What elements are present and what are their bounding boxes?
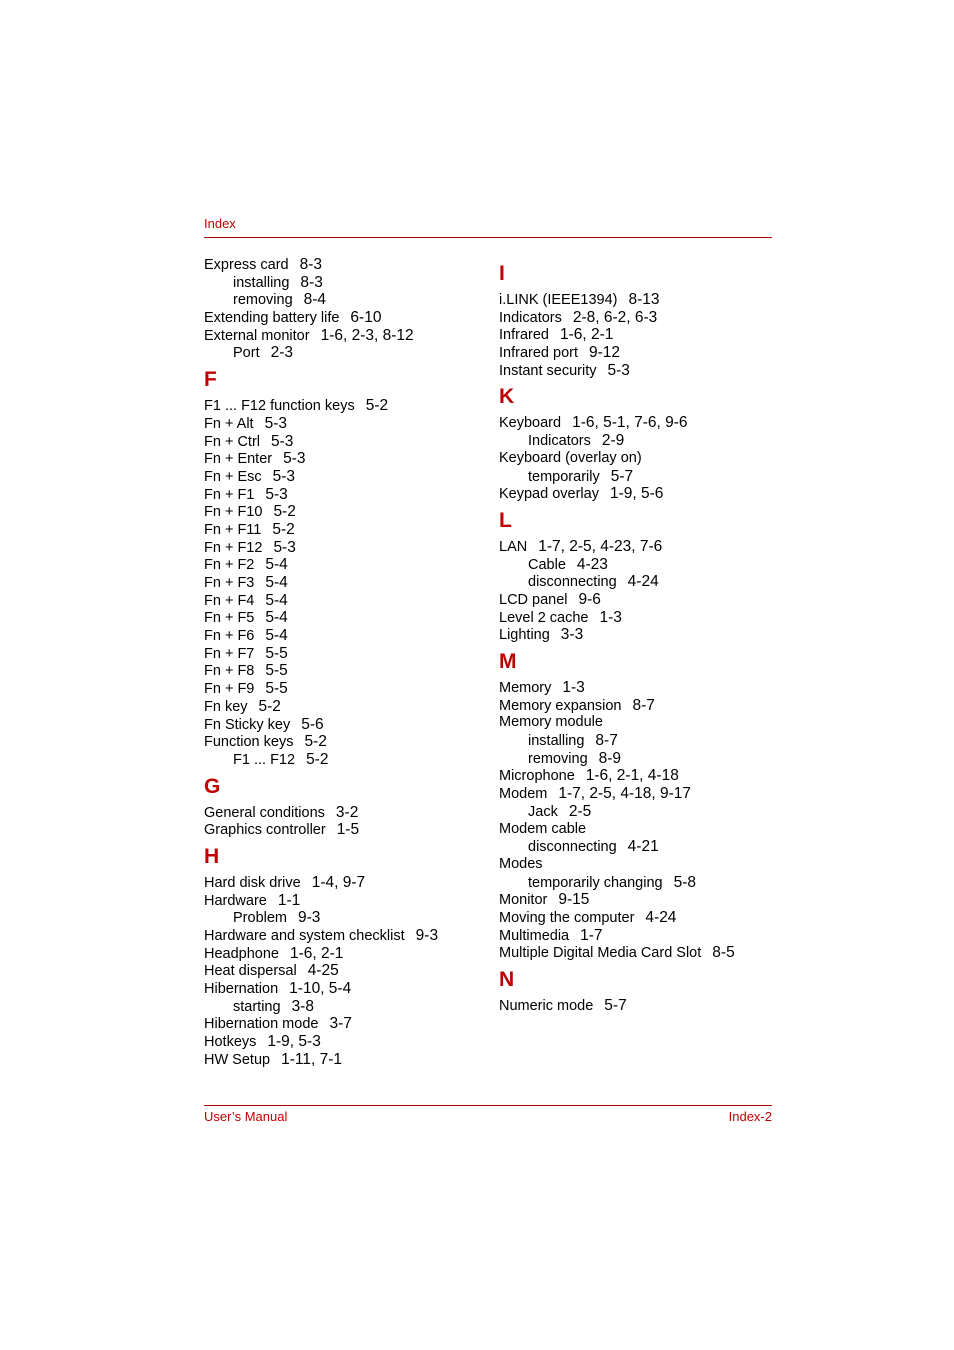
entry-label: F1 ... F12 function keys xyxy=(204,398,355,415)
entry-label: removing xyxy=(233,292,293,309)
entry-page-refs: 5-3 xyxy=(283,450,306,468)
section-letter: M xyxy=(499,650,517,673)
entry-page-refs: 1-6, 5-1, 7-6, 9-6 xyxy=(572,414,688,432)
index-entry xyxy=(204,486,484,504)
entry-page-refs: 8-7 xyxy=(595,732,618,750)
entry-page-refs: 5-6 xyxy=(301,715,324,733)
entry-page-refs: 8-9 xyxy=(598,749,622,767)
entry-label: Problem xyxy=(233,910,287,927)
entry-page-refs: 9-6 xyxy=(578,590,601,608)
entry-label: temporarily changing xyxy=(528,874,663,891)
index-entry xyxy=(499,450,772,468)
entry-page-refs: 1-3 xyxy=(599,608,622,626)
index-entry xyxy=(499,609,772,627)
entry-page-refs: 8-3 xyxy=(300,273,323,291)
index-subentry xyxy=(204,909,484,927)
entry-label: disconnecting xyxy=(528,839,617,856)
entry-page-refs: 5-3 xyxy=(271,432,294,450)
entry-page-refs: 1-7, 2-5, 4-18, 9-17 xyxy=(558,785,692,803)
entry-page-refs: 5-3 xyxy=(272,467,296,485)
index-entry xyxy=(204,945,484,963)
entry-page-refs: 5-4 xyxy=(265,591,288,609)
entry-label: Keyboard xyxy=(499,415,562,432)
entry-label: Numeric mode xyxy=(499,998,594,1014)
entry-label: Fn + F5 xyxy=(204,610,255,627)
index-subentry xyxy=(204,344,484,362)
index-entry xyxy=(499,485,772,503)
entry-label: Fn + F6 xyxy=(204,628,255,645)
entry-page-refs: 8-3 xyxy=(299,256,323,273)
entry-page-refs: 4-24 xyxy=(645,908,677,926)
index-entry xyxy=(204,716,484,734)
section-letter: I xyxy=(499,262,505,285)
entry-label: Fn key xyxy=(204,698,248,715)
index-entry xyxy=(499,362,772,380)
entry-label: Indicators xyxy=(499,309,562,326)
index-entry xyxy=(204,609,484,627)
entry-label: Keyboard (overlay on) xyxy=(499,449,642,466)
entry-label: Indicators xyxy=(528,433,591,450)
section-letter: L xyxy=(499,508,512,532)
entry-label: Hotkeys xyxy=(204,1034,257,1051)
entry-label: Express card xyxy=(204,257,289,273)
entry-page-refs: 5-2 xyxy=(272,520,295,538)
index-entry xyxy=(204,327,484,345)
index-entry xyxy=(204,980,484,998)
entry-page-refs: 2-3 xyxy=(270,344,293,362)
entry-label: Memory module xyxy=(499,714,603,731)
index-subentry xyxy=(204,751,484,769)
entry-page-refs: 5-2 xyxy=(258,697,281,715)
index-entry xyxy=(499,326,772,344)
entry-page-refs: 5-5 xyxy=(265,662,288,680)
entry-page-refs: 1-4, 9-7 xyxy=(311,873,366,891)
entry-label: LAN xyxy=(499,538,528,555)
header-rule xyxy=(204,237,772,238)
entry-label: HW Setup xyxy=(204,1051,271,1068)
entry-label: Fn + F11 xyxy=(204,521,262,538)
entry-label: Moving the computer xyxy=(499,909,635,926)
index-subentry xyxy=(499,432,772,450)
entry-label: Fn + F4 xyxy=(204,592,255,609)
entry-label: Graphics controller xyxy=(204,822,326,839)
index-subentry xyxy=(204,274,484,292)
index-entry xyxy=(204,592,484,610)
entry-page-refs: 5-7 xyxy=(610,467,634,485)
entry-label: removing xyxy=(528,750,588,767)
entry-page-refs: 1-7, 2-5, 4-23, 7-6 xyxy=(538,537,663,555)
index-entry xyxy=(204,1033,484,1051)
entry-label: Fn + Esc xyxy=(204,468,262,485)
entry-label: Heat dispersal xyxy=(204,963,297,980)
entry-label: Fn + F2 xyxy=(204,557,255,574)
section-letter: H xyxy=(204,844,220,868)
entry-label: Fn + F12 xyxy=(204,539,263,556)
index-entry xyxy=(499,714,772,732)
entry-page-refs: 5-3 xyxy=(607,361,630,379)
footer-rule xyxy=(204,1105,772,1106)
index-entry xyxy=(204,1015,484,1033)
entry-page-refs: 5-5 xyxy=(265,680,288,698)
entry-page-refs: 5-4 xyxy=(265,609,288,627)
entry-label: Hard disk drive xyxy=(204,874,301,891)
section-letter: K xyxy=(499,385,515,409)
index-subentry xyxy=(499,838,772,856)
index-entry xyxy=(204,415,484,433)
entry-page-refs: 4-23 xyxy=(576,555,608,573)
index-entry xyxy=(204,1051,484,1069)
index-entry xyxy=(204,539,484,557)
footer-manual-title: User’s Manual xyxy=(204,1109,288,1124)
entry-label: Fn + Alt xyxy=(204,415,254,432)
entry-label: Fn + F10 xyxy=(204,504,263,521)
index-subentry xyxy=(499,468,772,486)
index-entry xyxy=(499,697,772,715)
index-entry xyxy=(204,662,484,680)
entry-page-refs: 2-5 xyxy=(568,802,592,820)
entry-label: F1 ... F12 xyxy=(233,751,296,768)
index-entry xyxy=(204,680,484,698)
entry-label: Fn Sticky key xyxy=(204,716,291,733)
entry-label: Microphone xyxy=(499,768,575,785)
index-entry xyxy=(499,997,772,1015)
entry-page-refs: 9-3 xyxy=(298,909,321,927)
entry-page-refs: 5-4 xyxy=(265,574,288,591)
entry-page-refs: 4-21 xyxy=(627,838,659,856)
entry-label: Jack xyxy=(528,803,558,820)
index-column-left xyxy=(204,256,484,1069)
index-entry xyxy=(204,521,484,539)
index-entry xyxy=(204,874,484,892)
entry-page-refs: 5-5 xyxy=(265,644,288,662)
entry-page-refs: 1-5 xyxy=(336,821,360,839)
entry-page-refs: 1-3 xyxy=(562,679,585,696)
index-entry xyxy=(204,821,484,839)
entry-label: i.LINK (IEEE1394) xyxy=(499,292,618,308)
entry-page-refs: 5-7 xyxy=(604,997,627,1014)
entry-label: Lighting xyxy=(499,627,550,644)
entry-label: Port xyxy=(233,345,260,362)
entry-page-refs: 1-11, 7-1 xyxy=(281,1050,342,1068)
entry-page-refs: 1-7 xyxy=(580,926,603,944)
entry-page-refs: 9-12 xyxy=(589,344,621,362)
entry-page-refs: 3-7 xyxy=(329,1015,352,1033)
index-entry xyxy=(204,892,484,910)
index-entry xyxy=(499,291,772,309)
entry-page-refs: 8-5 xyxy=(712,944,735,962)
entry-page-refs: 1-6, 2-1 xyxy=(290,944,344,962)
index-entry xyxy=(499,856,772,874)
entry-label: Level 2 cache xyxy=(499,609,589,626)
entry-page-refs: 1-1 xyxy=(277,891,301,909)
entry-label: Memory xyxy=(499,680,552,696)
entry-page-refs: 5-2 xyxy=(365,397,389,415)
entry-label: Fn + F9 xyxy=(204,681,255,698)
entry-page-refs: 8-4 xyxy=(303,291,327,309)
entry-label: Memory expansion xyxy=(499,697,622,714)
index-subentry xyxy=(204,291,484,309)
entry-label: Fn + Ctrl xyxy=(204,433,260,450)
index-entry xyxy=(499,344,772,362)
index-entry xyxy=(204,309,484,327)
entry-label: temporarily xyxy=(528,468,600,485)
entry-label: Hibernation mode xyxy=(204,1016,319,1033)
entry-label: Fn + F7 xyxy=(204,645,255,662)
entry-label: Fn + F1 xyxy=(204,486,255,503)
entry-page-refs: 9-3 xyxy=(415,927,439,944)
entry-page-refs: 5-3 xyxy=(273,538,296,556)
entry-label: Fn + F8 xyxy=(204,663,255,680)
entry-page-refs: 5-2 xyxy=(306,750,329,768)
entry-label: Modem xyxy=(499,786,548,803)
index-subentry xyxy=(204,998,484,1016)
entry-label: Hardware xyxy=(204,892,267,909)
index-entry xyxy=(204,556,484,574)
entry-page-refs: 1-6, 2-3, 8-12 xyxy=(320,326,414,344)
entry-page-refs: 2-8, 6-2, 6-3 xyxy=(572,308,658,326)
index-entry xyxy=(499,821,772,839)
index-subentry xyxy=(499,750,772,768)
entry-label: LCD panel xyxy=(499,591,568,608)
entry-page-refs: 1-9, 5-6 xyxy=(609,485,664,503)
entry-page-refs: 1-6, 2-1, 4-18 xyxy=(585,767,679,785)
index-subentry xyxy=(499,556,772,574)
entry-label: installing xyxy=(233,274,290,291)
entry-label: Hibernation xyxy=(204,981,279,998)
page-header-title: Index xyxy=(204,216,236,231)
section-letter: G xyxy=(204,774,221,798)
entry-page-refs: 5-2 xyxy=(273,503,296,521)
entry-label: General conditions xyxy=(204,804,325,821)
index-entry xyxy=(499,927,772,945)
entry-page-refs: 4-24 xyxy=(627,573,659,591)
index-entry xyxy=(499,309,772,327)
index-entry xyxy=(499,767,772,785)
entry-label: Extending battery life xyxy=(204,310,340,327)
index-entry xyxy=(204,804,484,822)
entry-page-refs: 1-6, 2-1 xyxy=(559,326,614,344)
index-column-right xyxy=(499,256,772,1015)
footer-page-number: Index-2 xyxy=(728,1109,772,1124)
entry-label: Infrared xyxy=(499,327,549,344)
entry-label: Infrared port xyxy=(499,345,578,362)
entry-page-refs: 1-10, 5-4 xyxy=(289,980,352,998)
entry-label: Multiple Digital Media Card Slot xyxy=(499,945,702,962)
entry-label: Modes xyxy=(499,855,543,872)
entry-page-refs: 6-10 xyxy=(350,309,382,327)
entry-page-refs: 4-25 xyxy=(307,962,339,980)
entry-label: Function keys xyxy=(204,734,294,751)
index-entry xyxy=(204,503,484,521)
index-entry xyxy=(204,733,484,751)
entry-label: Multimedia xyxy=(499,927,570,944)
index-entry xyxy=(499,909,772,927)
index-entry xyxy=(204,698,484,716)
entry-page-refs: 5-3 xyxy=(265,485,288,503)
entry-label: Fn + Enter xyxy=(204,451,273,468)
index-entry xyxy=(204,927,484,945)
index-entry xyxy=(499,538,772,556)
entry-page-refs: 3-2 xyxy=(335,803,359,821)
entry-page-refs: 9-15 xyxy=(558,891,590,909)
index-entry xyxy=(204,645,484,663)
index-subentry xyxy=(499,732,772,750)
entry-page-refs: 2-9 xyxy=(601,432,625,450)
index-entry xyxy=(204,397,484,415)
entry-label: Fn + F3 xyxy=(204,575,255,591)
index-entry xyxy=(204,574,484,592)
entry-page-refs: 5-4 xyxy=(265,556,288,574)
entry-page-refs: 1-9, 5-3 xyxy=(267,1033,321,1051)
entry-label: installing xyxy=(528,733,585,750)
entry-page-refs: 5-2 xyxy=(304,733,327,751)
entry-page-refs: 8-7 xyxy=(632,696,655,714)
index-subentry xyxy=(499,803,772,821)
index-entry xyxy=(499,785,772,803)
entry-label: Cable xyxy=(528,556,566,573)
entry-label: Keypad overlay xyxy=(499,486,599,503)
entry-page-refs: 5-4 xyxy=(265,627,288,645)
index-entry xyxy=(499,944,772,962)
index-entry xyxy=(499,626,772,644)
entry-page-refs: 5-8 xyxy=(673,873,697,891)
index-entry xyxy=(499,679,772,697)
section-letter: F xyxy=(204,368,217,392)
entry-label: External monitor xyxy=(204,327,310,344)
entry-page-refs: 3-8 xyxy=(291,997,314,1015)
entry-label: Hardware and system checklist xyxy=(204,928,405,944)
entry-page-refs: 3-3 xyxy=(560,626,584,644)
index-entry xyxy=(499,414,772,432)
entry-label: disconnecting xyxy=(528,574,617,591)
index-subentry xyxy=(499,874,772,892)
index-entry xyxy=(499,591,772,609)
entry-label: Monitor xyxy=(499,892,548,909)
index-entry xyxy=(204,450,484,468)
entry-label: starting xyxy=(233,998,281,1015)
index-entry xyxy=(204,627,484,645)
index-subentry xyxy=(499,573,772,591)
section-letter: N xyxy=(499,968,515,991)
entry-label: Instant security xyxy=(499,362,597,379)
entry-page-refs: 5-3 xyxy=(264,414,287,432)
entry-page-refs: 8-13 xyxy=(628,291,660,308)
entry-label: Modem cable xyxy=(499,820,587,837)
index-entry xyxy=(204,468,484,486)
index-entry xyxy=(204,256,484,274)
index-entry xyxy=(204,962,484,980)
index-entry xyxy=(204,433,484,451)
entry-label: Headphone xyxy=(204,945,279,962)
index-entry xyxy=(499,891,772,909)
